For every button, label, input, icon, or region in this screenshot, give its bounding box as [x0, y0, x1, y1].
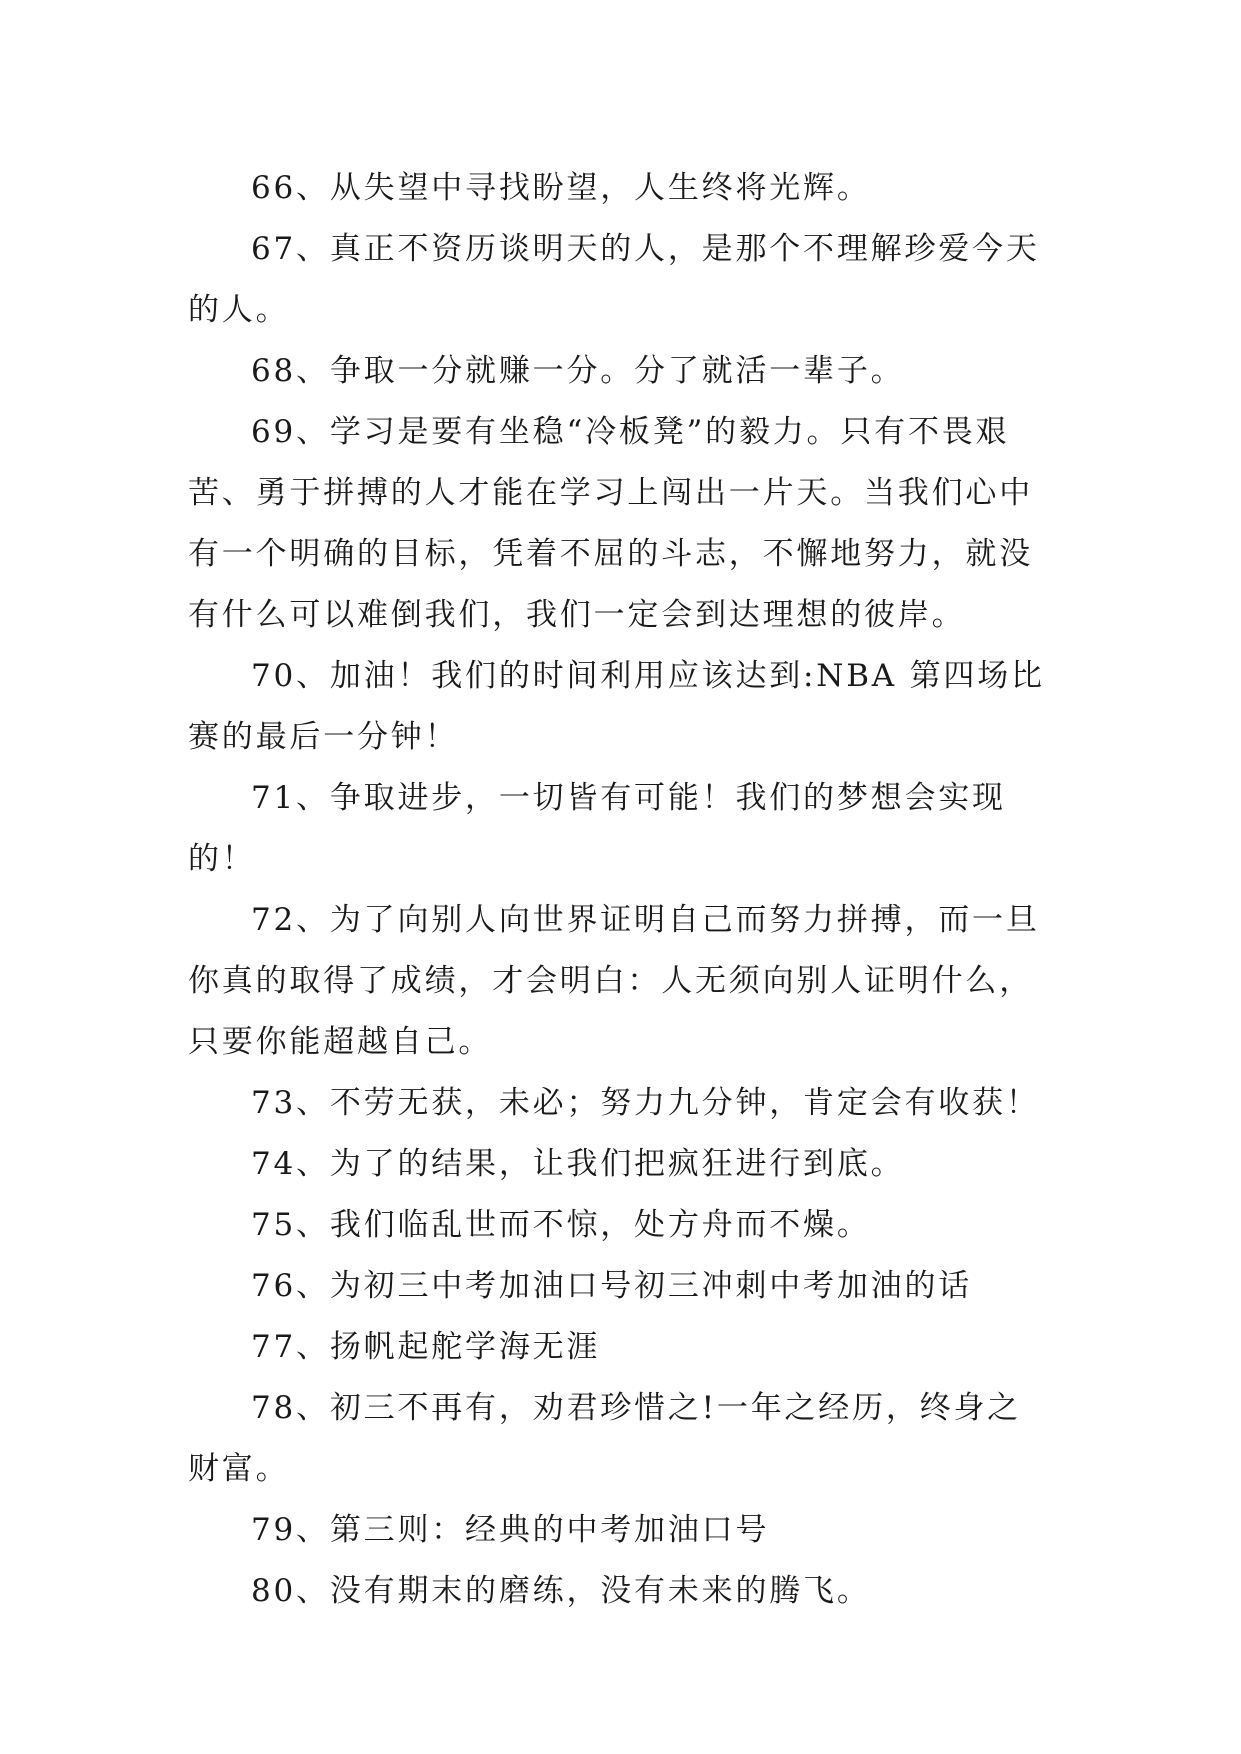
slogan-item-67: 67、真正不资历谈明天的人，是那个不理解珍爱今天的人。 — [188, 231, 1040, 328]
slogan-item-68: 68、争取一分就赚一分。分了就活一辈子。 — [251, 353, 905, 389]
slogan-item-66: 66、从失望中寻找盼望，人生终将光辉。 — [251, 170, 871, 206]
slogan-item-78: 78、初三不再有，劝君珍惜之!一年之经历，终身之财富。 — [188, 1390, 1022, 1487]
slogan-item-71: 71、争取进步，一切皆有可能！我们的梦想会实现的！ — [188, 780, 1006, 877]
document-body — [188, 158, 1054, 1622]
slogan-item-75: 75、我们临乱世而不惊，处方舟而不燥。 — [251, 1207, 871, 1243]
slogan-item-76: 76、为初三中考加油口号初三冲刺中考加油的话 — [251, 1268, 973, 1304]
slogan-item-74: 74、为了的结果，让我们把疯狂进行到底。 — [251, 1146, 905, 1182]
slogan-item-70: 70、加油！我们的时间利用应该达到:NBA 第四场比赛的最后一分钟！ — [188, 658, 1045, 755]
slogan-item-69: 69、学习是要有坐稳“冷板凳”的毅力。只有不畏艰苦、勇于拼搏的人才能在学习上闯出一片天。当我们心中有一个明确的目标，凭着不屈的斗志，不懈地努力，就没有什么可以难倒我们，我们一定会到达理想的彼岸。 — [188, 414, 1033, 633]
slogan-item-79: 79、第三则：经典的中考加油口号 — [251, 1512, 770, 1548]
slogan-item-80: 80、没有期末的磨练，没有未来的腾飞。 — [251, 1573, 871, 1609]
slogan-item-73: 73、不劳无获，未必；努力九分钟，肯定会有收获！ — [251, 1085, 1040, 1121]
slogan-item-72: 72、为了向别人向世界证明自己而努力拼搏，而一旦你真的取得了成绩，才会明白：人无须向别人证明什么，只要你能超越自己。 — [188, 902, 1040, 1060]
slogan-item-77: 77、扬帆起舵学海无涯 — [251, 1329, 601, 1365]
